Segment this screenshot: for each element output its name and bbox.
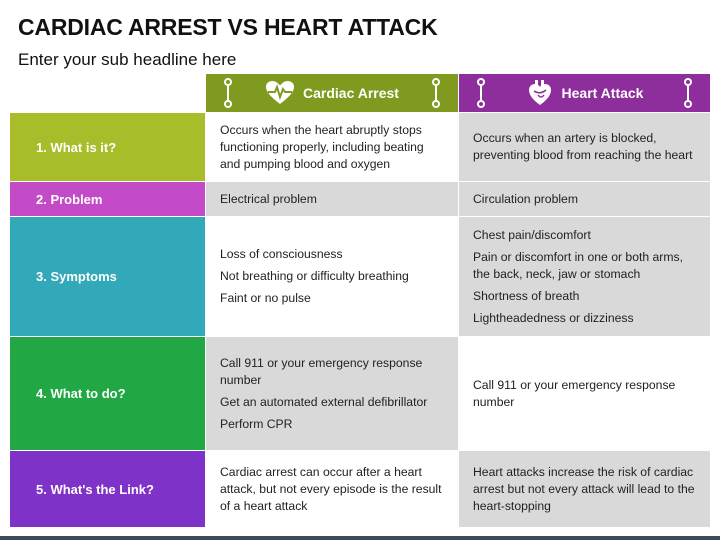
column-label: Cardiac Arrest xyxy=(303,85,399,101)
cell-text: Call 911 or your emergency response number xyxy=(473,377,676,409)
cardiac-arrest-cell xyxy=(206,217,458,336)
cell-text: Circulation problem xyxy=(473,191,578,206)
clip-icon xyxy=(224,78,232,108)
cell-text: Heart attacks increase the risk of cardiac arrest but not every attack will lead to the heart-stopping xyxy=(473,464,695,513)
column-header-heart-attack xyxy=(459,74,710,112)
row-label: 2. Problem xyxy=(10,182,205,216)
heart-attack-cell xyxy=(459,217,710,336)
clip-icon xyxy=(684,78,692,108)
cardiac-arrest-cell xyxy=(206,113,458,181)
heart-attack-cell xyxy=(459,451,710,527)
page-title: CARDIAC ARREST VS HEART ATTACK xyxy=(18,14,438,40)
heart-monitor-icon xyxy=(265,80,295,106)
heart-attack-cell xyxy=(459,337,710,450)
cell-text: Loss of consciousness xyxy=(220,247,343,261)
cell-text: Call 911 or your emergency response number xyxy=(220,355,423,387)
cardiac-arrest-cell xyxy=(206,451,458,527)
table-row xyxy=(10,451,710,527)
table-row xyxy=(10,113,710,181)
cell-text: Get an automated external defibrillator xyxy=(220,394,428,409)
column-header-cardiac-arrest xyxy=(206,74,458,112)
cell-text: Cardiac arrest can occur after a heart attack, but not every episode is the result of a heart attack xyxy=(220,464,442,513)
cell-text: Occurs when an artery is blocked, preventing blood from reaching the heart xyxy=(473,131,693,162)
cell-text: Not breathing or difficulty breathing xyxy=(220,269,409,283)
cell-text: Chest pain/discomfort xyxy=(473,227,591,242)
page-subtitle: Enter your sub headline here xyxy=(18,50,237,69)
cell-text: Electrical problem xyxy=(220,191,317,206)
clip-icon xyxy=(432,78,440,108)
heart-attack-cell xyxy=(459,113,710,181)
cell-text: Shortness of breath xyxy=(473,288,580,303)
cardiac-arrest-cell xyxy=(206,337,458,450)
row-label: 3. Symptoms xyxy=(10,217,205,336)
heart-attack-cell xyxy=(459,182,710,216)
clip-icon xyxy=(477,78,485,108)
column-label: Heart Attack xyxy=(561,85,644,101)
table-row xyxy=(10,337,710,450)
row-label: 1. What is it? xyxy=(10,113,205,181)
cell-text: Occurs when the heart abruptly stops functioning properly, including beating and pumping blood and oxygen xyxy=(220,122,424,171)
cell-text: Pain or discomfort in one or both arms, the back, neck, jaw or stomach xyxy=(473,249,683,281)
footer-bar xyxy=(0,536,720,540)
row-label: 5. What's the Link? xyxy=(10,451,205,527)
cell-text: Faint or no pulse xyxy=(220,291,311,305)
table-row xyxy=(10,217,710,336)
anatomical-heart-icon xyxy=(526,79,554,107)
table-row xyxy=(10,182,710,216)
cell-text: Perform CPR xyxy=(220,416,293,431)
cell-text: Lightheadedness or dizziness xyxy=(473,310,634,325)
cardiac-arrest-cell xyxy=(206,182,458,216)
row-label: 4. What to do? xyxy=(10,337,205,450)
